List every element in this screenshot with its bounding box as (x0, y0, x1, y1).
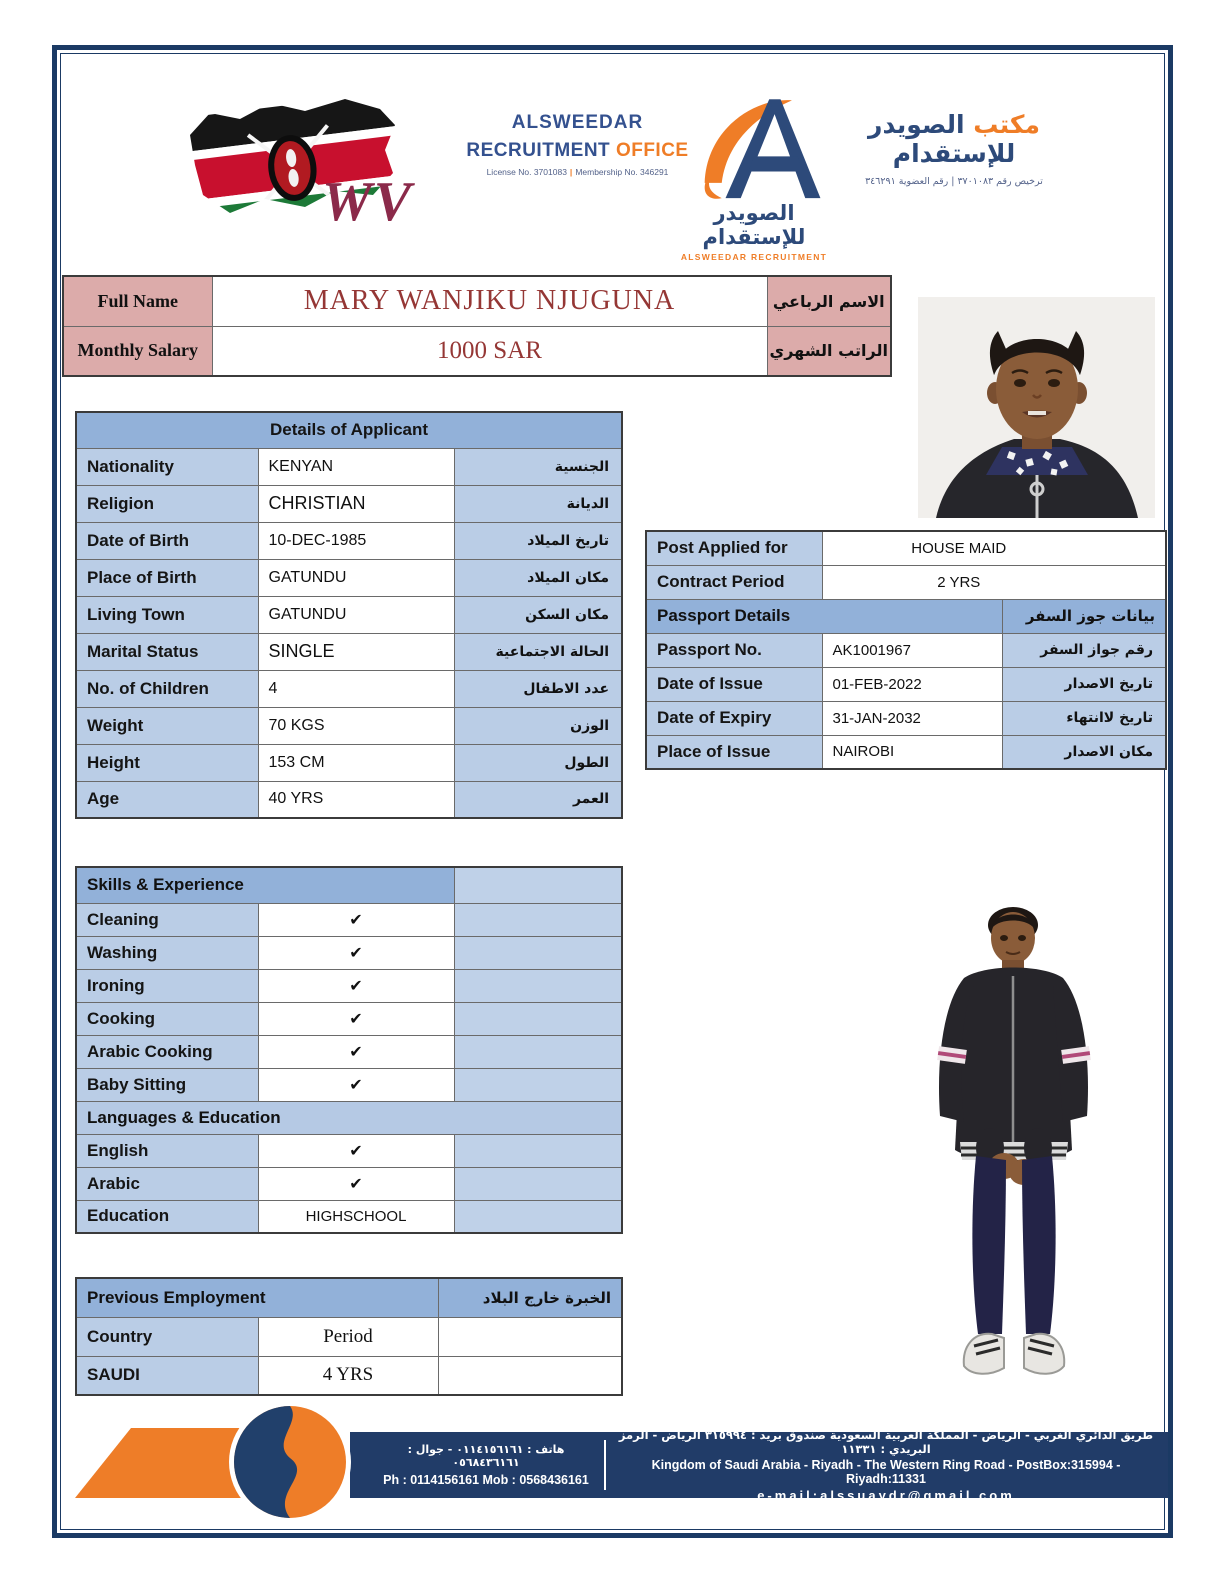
table-row: Washing ✔ (76, 936, 622, 969)
table-row (63, 276, 891, 326)
passport-details-title-ar: بيانات جوز السفر (1002, 599, 1166, 633)
checkmark: ✔ (258, 969, 454, 1002)
table-row: Baby Sitting ✔ (76, 1068, 622, 1101)
table-row (76, 1317, 622, 1356)
checkmark: ✔ (258, 936, 454, 969)
table-row: Education HIGHSCHOOL (76, 1200, 622, 1233)
arabic-office-title: مكتب الصويدر للإستقدام (868, 110, 1040, 168)
table-row: Height 153 CM الطول (76, 744, 622, 781)
period-header: Period (258, 1317, 438, 1356)
table-row: English ✔ (76, 1134, 622, 1167)
post-applied-value: HOUSE MAID (822, 531, 1166, 565)
details-of-applicant-table (75, 411, 623, 819)
footer-phone-english: Ph : 0114156161 Mob : 0568436161 (383, 1473, 589, 1487)
full-name-value: MARY WANJIKU NJUGUNA (212, 276, 767, 326)
passport-details-title: Passport Details (646, 599, 1002, 633)
table-row (646, 531, 1166, 565)
applicant-headshot-photo (918, 297, 1155, 518)
table-row: Living Town GATUNDU مكان السكن (76, 596, 622, 633)
office-license-line: License No. 3701083 | Membership No. 346291 (486, 167, 669, 177)
arabic-office-wordmark (818, 110, 1090, 187)
table-row: Place of Birth GATUNDU مكان الميلاد (76, 559, 622, 596)
table-row (646, 565, 1166, 599)
languages-education-title: Languages & Education (76, 1101, 622, 1134)
table-row (76, 867, 622, 903)
contract-period-value: 2 YRS (822, 565, 1166, 599)
table-row (76, 1101, 622, 1134)
wv-monogram: WV (322, 171, 414, 233)
previous-employment-title: Previous Employment (76, 1278, 438, 1317)
country-header: Country (76, 1317, 258, 1356)
alsweedar-logo (664, 88, 844, 262)
table-row: Weight 70 KGS الوزن (76, 707, 622, 744)
contract-period-label: Contract Period (646, 565, 822, 599)
application-passport-table (645, 530, 1167, 770)
skills-experience-table (75, 866, 623, 1234)
footer-phone-arabic: هاتف : ٠١١٤١٥٦١٦١ - جوال : ٠٥٦٨٤٣٦١٦١ (407, 1443, 565, 1469)
table-row: No. of Children 4 عدد الاطفال (76, 670, 622, 707)
salary-value: 1000 SAR (212, 326, 767, 376)
table-row: Date of Birth 10-DEC-1985 تاريخ الميلاد (76, 522, 622, 559)
salary-label: Monthly Salary (63, 326, 212, 376)
footer-contact-bar (350, 1427, 1168, 1503)
applicant-fullbody-photo (900, 898, 1130, 1392)
table-row: Age 40 YRS العمر (76, 781, 622, 818)
skills-title: Skills & Experience (76, 867, 454, 903)
previous-employment-title-ar: الخبرة خارج البلاد (438, 1278, 622, 1317)
arabic-office-license: ترخيص رقم ٣٧٠١٠٨٣ | رقم العضوية ٣٤٦٢٩١ (865, 176, 1043, 187)
period-value: 4 YRS (258, 1356, 438, 1395)
table-row: Arabic ✔ (76, 1167, 622, 1200)
footer-address-english: Kingdom of Saudi Arabia - Riyadh - The Western Ring Road - PostBox:315994 - Riyadh:11331 (651, 1457, 1121, 1486)
footer-address-arabic: طريق الدائري الغربي - الرياض - المملكة العربية السعودية صندوق بريد : ٣١٥٩٩٤ الرياض - الرمز البريدي : ١١٣٣١ (618, 1427, 1154, 1456)
table-row: Date of Expiry 31-JAN-2032 تاريخ لاانتهاء (646, 701, 1166, 735)
alsweedar-logo-english: ALSWEEDAR RECRUITMENT (680, 252, 828, 262)
full-name-label: Full Name (63, 276, 212, 326)
salary-label-ar: الراتب الشهري (767, 326, 891, 376)
post-applied-label: Post Applied for (646, 531, 822, 565)
office-name-line2: RECRUITMENT OFFICE (466, 140, 689, 161)
full-name-label-ar: الاسم الرباعي (767, 276, 891, 326)
footer-phone-block (350, 1443, 598, 1487)
checkmark: ✔ (258, 1002, 454, 1035)
table-row: Ironing ✔ (76, 969, 622, 1002)
office-name-line1: ALSWEEDAR (511, 112, 644, 133)
table-row: Cooking ✔ (76, 1002, 622, 1035)
details-title: Details of Applicant (76, 412, 622, 448)
table-row (76, 1278, 622, 1317)
table-row: Passport No. AK1001967 رقم جواز السفر (646, 633, 1166, 667)
table-row: Place of Issue NAIROBI مكان الاصدار (646, 735, 1166, 769)
footer-divider (604, 1440, 606, 1490)
table-row: Marital Status SINGLE الحالة الاجتماعية (76, 633, 622, 670)
checkmark: ✔ (258, 1068, 454, 1101)
footer-address-block (612, 1428, 1168, 1503)
alsweedar-logo-arabic: الصويدر للإستقدام (702, 201, 806, 249)
footer-globe-icon (229, 1401, 351, 1523)
table-row: Religion CHRISTIAN الديانة (76, 485, 622, 522)
table-row (76, 1356, 622, 1395)
table-row: Cleaning ✔ (76, 903, 622, 936)
name-salary-table (62, 275, 892, 377)
education-value: HIGHSCHOOL (258, 1200, 454, 1233)
table-row (76, 412, 622, 448)
checkmark: ✔ (258, 903, 454, 936)
alsweedar-a-icon (674, 88, 834, 200)
checkmark: ✔ (258, 1035, 454, 1068)
table-row: Nationality KENYAN الجنسية (76, 448, 622, 485)
country-value: SAUDI (76, 1356, 258, 1395)
skills-header-filler (454, 867, 622, 903)
previous-employment-table (75, 1277, 623, 1396)
table-row: Date of Issue 01-FEB-2022 تاريخ الاصدار (646, 667, 1166, 701)
table-row (63, 326, 891, 376)
footer-email: e-mail:alssuaydr@gmail.com (757, 1487, 1015, 1503)
checkmark: ✔ (258, 1134, 454, 1167)
checkmark: ✔ (258, 1167, 454, 1200)
table-row: Arabic Cooking ✔ (76, 1035, 622, 1068)
table-row (646, 599, 1166, 633)
